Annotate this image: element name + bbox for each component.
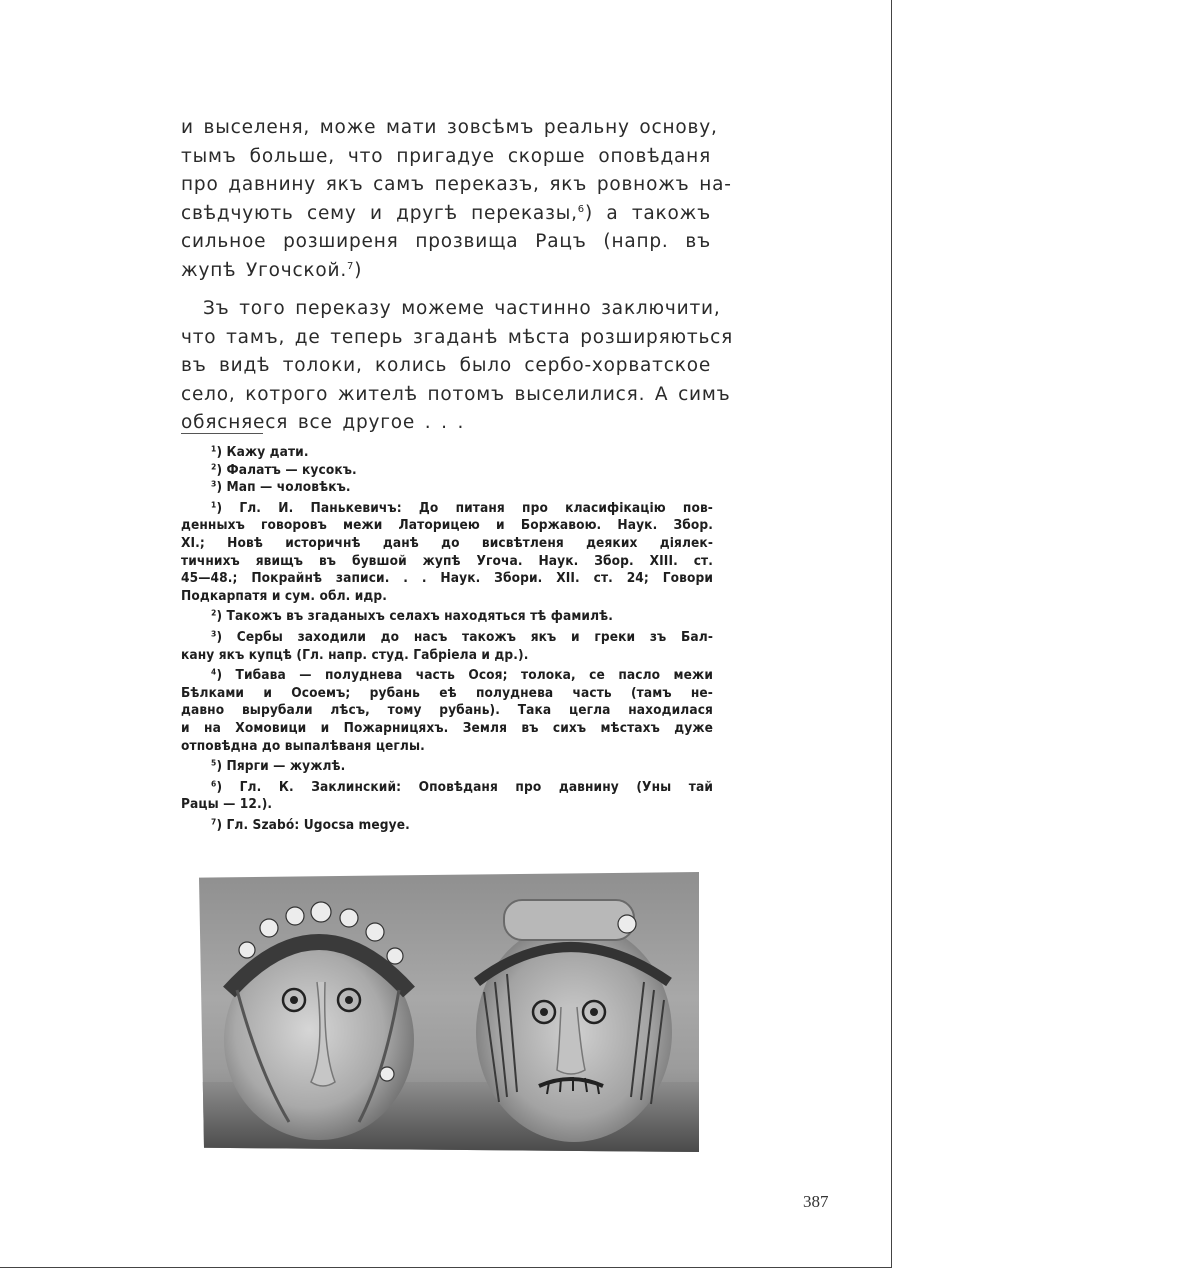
footnote	[181, 444, 713, 462]
text-fragment: )	[354, 259, 363, 281]
text-line: сильное розширеня прозвища Рацъ (напр. въ	[181, 231, 711, 252]
page-number: 387	[803, 1192, 829, 1211]
footnote	[181, 462, 713, 480]
text-line: тымъ больше, что пригадуе скорше оповѣданя	[181, 145, 711, 167]
text-line: и выселеня, може мати зовсѣмъ реальну основу,	[181, 117, 718, 138]
footnote-line: ³) Сербы заходили до насъ такожъ якъ и греки зъ Бал-	[211, 628, 713, 645]
footnote-line: ²) Фалатъ — кусокъ.	[211, 461, 357, 478]
footnote-line: Рацы — 12.).	[181, 796, 273, 813]
footnote-line: ¹) Кажу дати.	[211, 444, 309, 460]
footnote-line: 45—48.; Покрайнѣ записи. . . Наук. Збори. XII. ст. 24; Говори	[181, 570, 713, 587]
footnote	[181, 608, 713, 626]
footnote	[181, 479, 713, 497]
footnote	[181, 500, 713, 606]
text-fragment: жупѣ Угочской.	[181, 259, 348, 281]
text-line	[181, 200, 711, 229]
footnote-ref: 7	[347, 260, 355, 272]
footnote	[181, 667, 713, 755]
footnote-line: давно вырубали лѣсъ, тому рубань). Така цегла находилася	[181, 702, 713, 719]
footnote-line: XI.; Новѣ историчнѣ данѣ до висвѣтленя деяких діялек-	[181, 534, 713, 551]
footnote	[181, 758, 713, 776]
photo-ceramic-heads	[199, 872, 699, 1152]
footnote-line: денныхъ говоровъ межи Латорицею и Боржавою. Наук. Збор.	[181, 517, 713, 534]
text-line: про давнину якъ самъ переказъ, якъ ровножъ на-	[181, 174, 732, 195]
footnote-line: отповѣдна до выпалѣваня цеглы.	[181, 737, 425, 754]
footnote-ref: 6	[577, 203, 585, 215]
text-line: Зъ того переказу можеме частинно заключити,	[203, 298, 721, 319]
text-line: въ видѣ толоки, колись было сербо-хорватское	[181, 355, 711, 376]
footnote-line: Подкарпатя и сум. обл. идр.	[181, 587, 388, 604]
footnote-line: ⁴) Тибава — полуднева часть Осоя; толока, се пасло межи	[211, 667, 713, 684]
footnote-line: ¹) Гл. И. Панькевичъ: До питаня про класифікацію пов-	[211, 499, 713, 516]
footnote-line: кану якъ купцѣ (Гл. напр. студ. Габріела и др.).	[181, 646, 529, 663]
footnote	[181, 629, 713, 664]
footnote-line: тичнихъ явищъ въ бувшой жупѣ Угоча. Наук. Збор. XIII. ст.	[181, 552, 713, 569]
text-fragment: ) а такожъ	[584, 202, 711, 224]
footnote-line: ⁷) Гл. Szabó: Ugocsa megye.	[211, 816, 410, 833]
text-line	[181, 257, 711, 286]
text-line: что тамъ, де теперь згаданѣ мѣста розширяються	[181, 326, 734, 348]
footnote-line: ²) Такожъ въ згаданыхъ селахъ находяться тѣ фамилѣ.	[211, 608, 614, 625]
footnote	[181, 779, 713, 814]
main-text	[181, 114, 734, 438]
footnote-line: ⁵) Пярги — жужлѣ.	[211, 758, 346, 775]
footnote-line: ⁶) Гл. К. Заклинский: Оповѣданя про давнину (Уны тай	[211, 778, 713, 795]
text-line: село, котрого жителѣ потомъ выселилися. А симъ	[181, 383, 731, 405]
footnote-separator	[181, 433, 263, 434]
footnotes	[181, 444, 713, 837]
text-fragment: свѣдчують сему и другѣ переказы,	[181, 202, 578, 224]
footnote-line: и на Хомовици и Пожарницяхъ. Земля въ сихъ мѣстахъ дуже	[181, 719, 713, 736]
footnote-line: ³) Мап — чоловѣкъ.	[211, 479, 351, 496]
footnote-line: Бѣлками и Осоемъ; рубань еѣ полуднева часть (тамъ не-	[181, 684, 713, 701]
ceramic-heads-illustration	[199, 872, 699, 1152]
text-line: обясняеся все другое . . .	[181, 412, 465, 433]
footnote	[181, 817, 713, 835]
